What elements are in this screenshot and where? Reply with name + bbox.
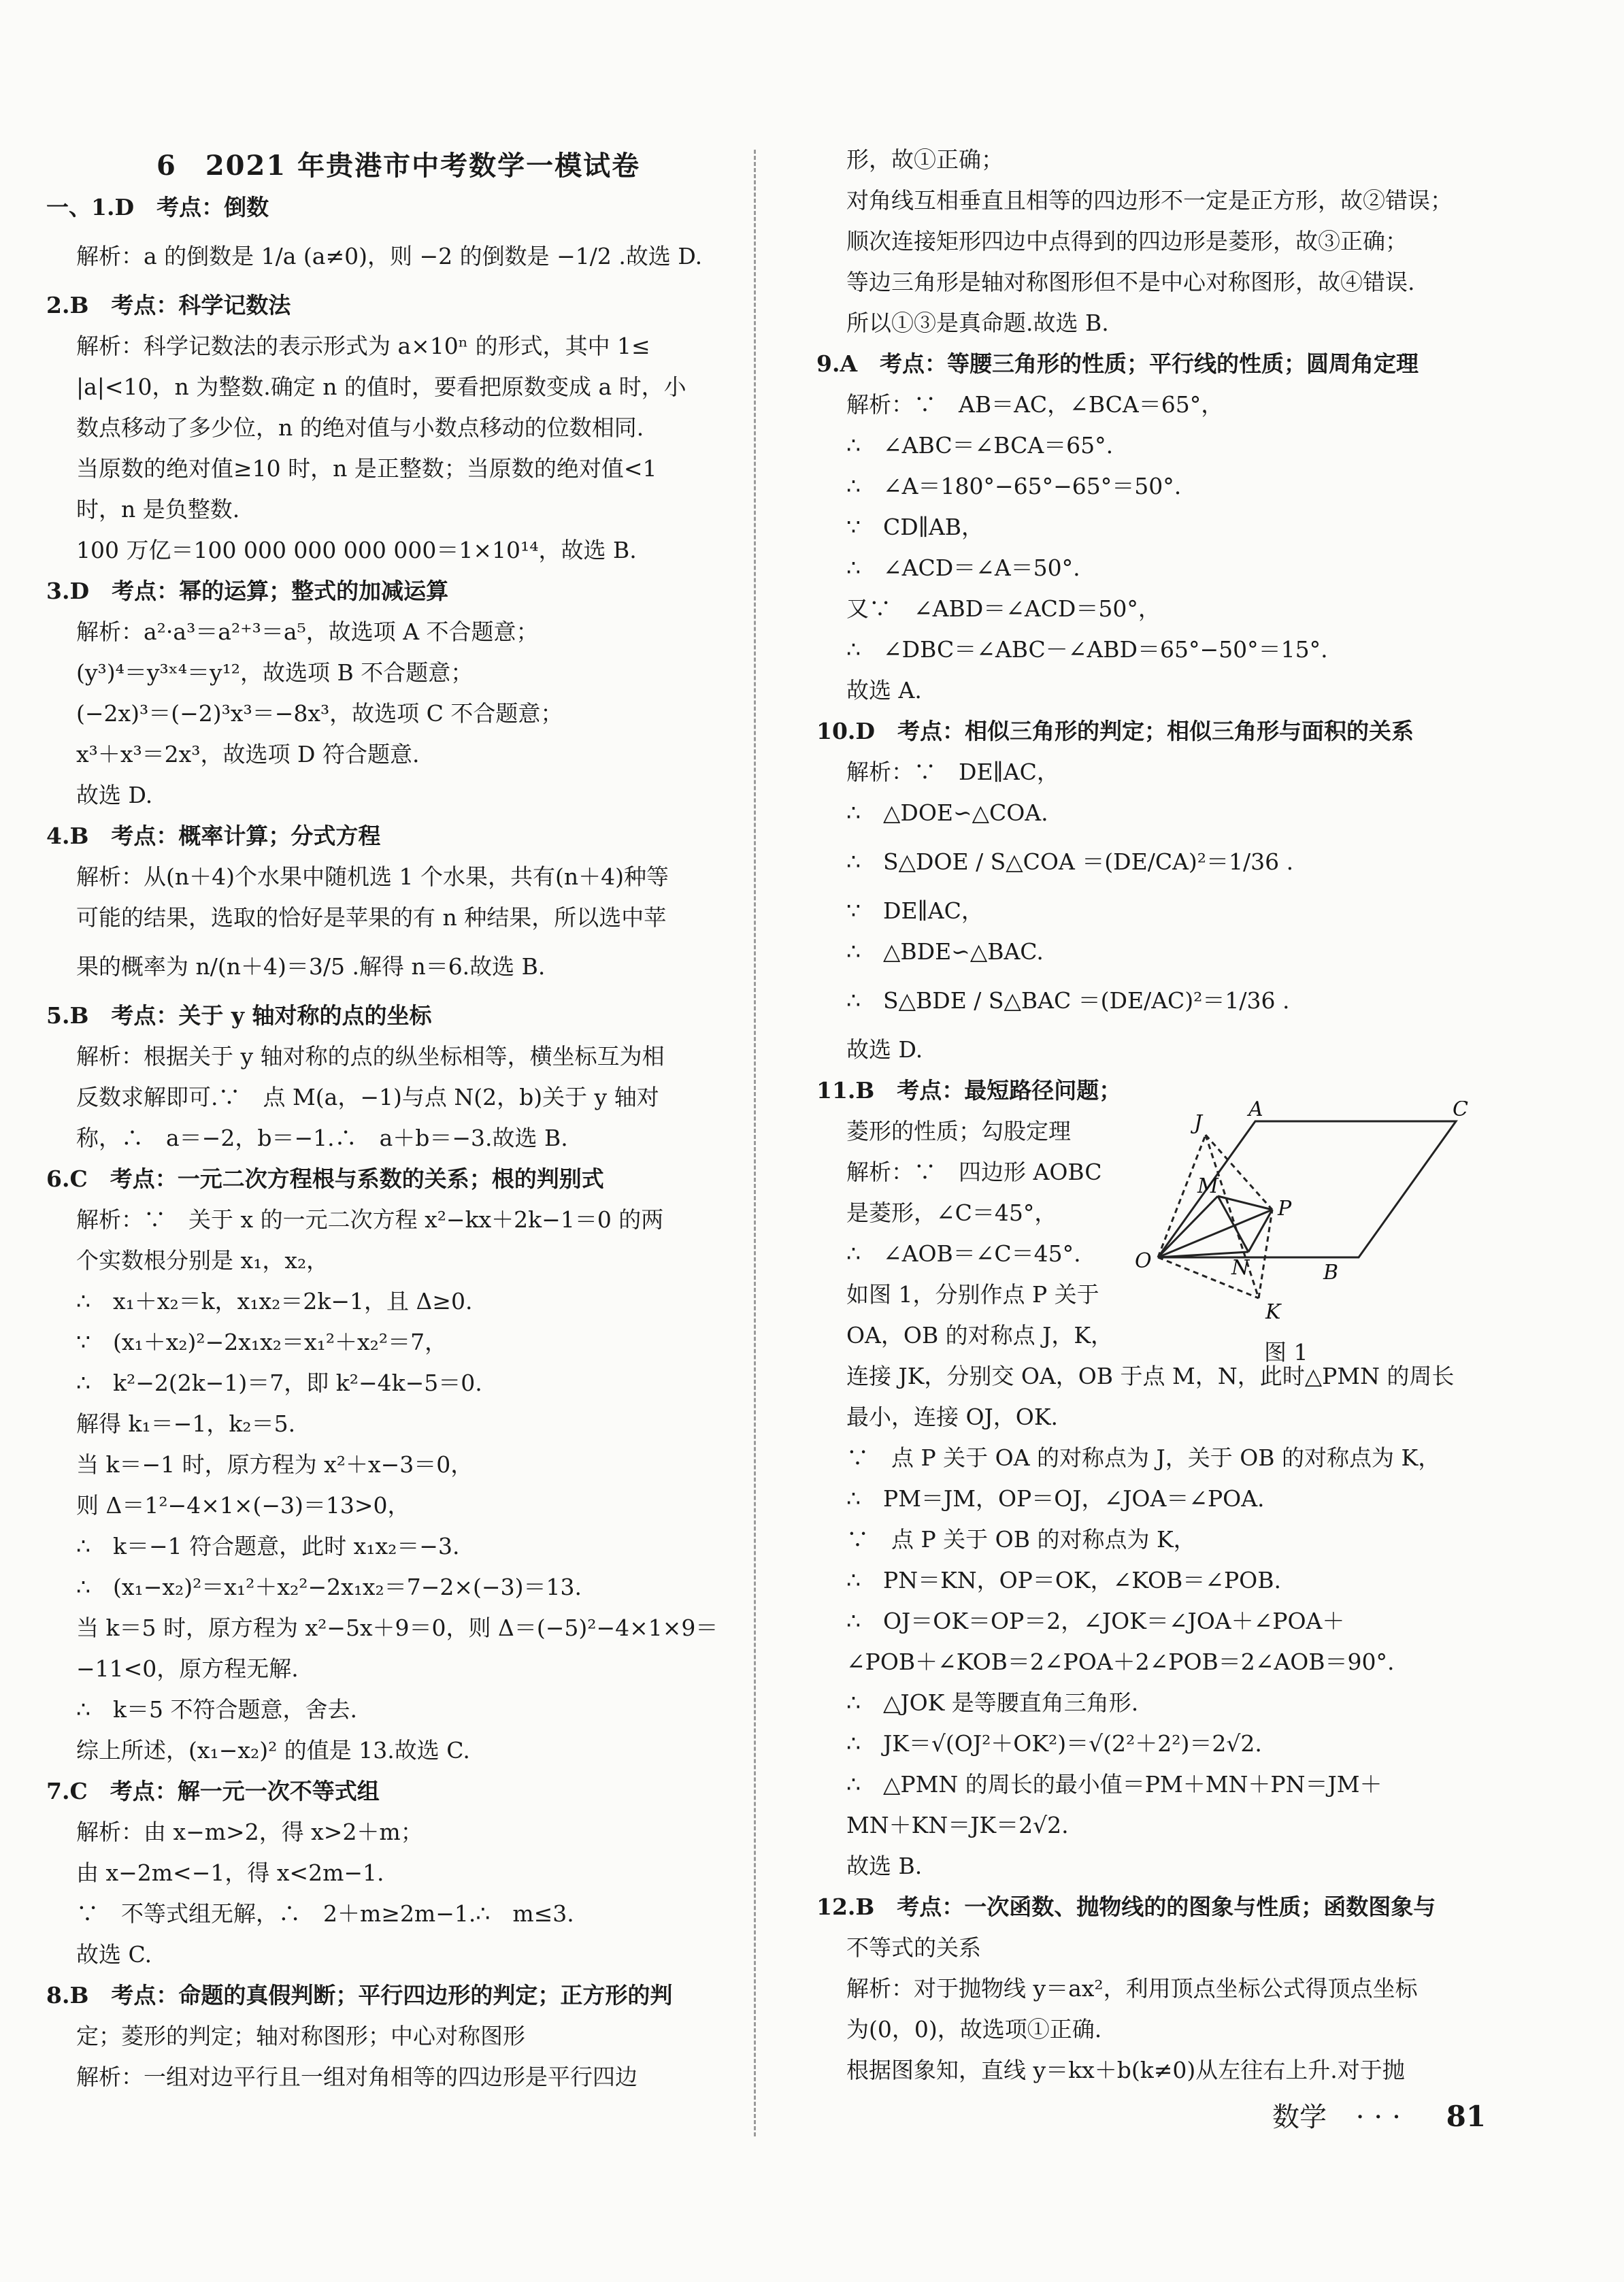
- left-line: 解析：a²·a³＝a²⁺³＝a⁵，故选项 A 不合题意；: [76, 618, 539, 645]
- right-line: ∴ OJ＝OK＝OP＝2，∠JOK＝∠JOA＋∠POA＋: [846, 1608, 1345, 1634]
- line-om: [1158, 1196, 1218, 1257]
- right-line: 不等式的关系: [846, 1934, 981, 1961]
- left-line: 反数求解即可.∵ 点 M(a，−1)与点 N(2，b)关于 y 轴对: [76, 1084, 659, 1110]
- figure-caption: 图 1: [1264, 1339, 1308, 1366]
- left-line: ∵ (x₁＋x₂)²−2x₁x₂＝x₁²＋x₂²＝7，: [76, 1329, 448, 1355]
- right-line: 等边三角形是轴对称图形但不是中心对称图形，故④错误.: [846, 269, 1415, 295]
- right-line: ∴ PM＝JM，OP＝OJ，∠JOA＝∠POA.: [846, 1485, 1265, 1512]
- label-p: P: [1278, 1197, 1292, 1221]
- figure-rhombus: [1129, 1101, 1483, 1332]
- left-line: 时，n 是负整数.: [76, 496, 240, 523]
- left-line: 2.B 考点：科学记数法: [46, 292, 291, 318]
- right-line: ∵ CD∥AB，: [846, 514, 984, 540]
- right-line: 顺次连接矩形四边中点得到的四边形是菱形，故③正确；: [846, 228, 1408, 254]
- left-line: 当原数的绝对值≥10 时，n 是正整数；当原数的绝对值<1: [76, 455, 657, 482]
- left-line: 个实数根分别是 x₁，x₂，: [76, 1247, 329, 1274]
- left-line: |a|<10，n 为整数.确定 n 的值时，要看把原数变成 a 时，小: [76, 374, 686, 400]
- right-line: 形，故①正确；: [846, 146, 1004, 173]
- right-line: ∴ ∠ACD＝∠A＝50°.: [846, 555, 1080, 581]
- left-line: (y³)⁴＝y³ˣ⁴＝y¹²，故选项 B 不合题意；: [76, 659, 474, 686]
- left-line: 故选 D.: [76, 782, 153, 808]
- right-line: 故选 A.: [846, 677, 922, 704]
- right-line: 又∵ ∠ABD＝∠ACD＝50°，: [846, 595, 1161, 622]
- left-line: ∴ k²−2(2k−1)＝7，即 k²−4k−5＝0.: [76, 1370, 482, 1396]
- left-line: ∴ k＝−1 符合题意，此时 x₁x₂＝−3.: [76, 1533, 460, 1559]
- left-line: 由 x−2m<−1，得 x<2m−1.: [76, 1859, 384, 1886]
- right-line: ∠POB＋∠KOB＝2∠POA＋2∠POB＝2∠AOB＝90°.: [846, 1649, 1395, 1675]
- right-line: 解析：∵ DE∥AC，: [846, 759, 1059, 785]
- right-line: 解析：∵ 四边形 AOBC: [846, 1159, 1102, 1185]
- right-line: 故选 D.: [846, 1036, 923, 1063]
- left-line: 3.D 考点：幂的运算；整式的加减运算: [46, 578, 449, 604]
- line-mp: [1218, 1196, 1272, 1210]
- right-line: 是菱形，∠C＝45°，: [846, 1200, 1057, 1226]
- label-o: O: [1135, 1249, 1152, 1273]
- left-line: ∴ (x₁−x₂)²＝x₁²＋x₂²−2x₁x₂＝7−2×(−3)＝13.: [76, 1574, 582, 1600]
- label-a: A: [1248, 1101, 1263, 1121]
- right-line: ∴ ∠DBC＝∠ABC－∠ABD＝65°−50°＝15°.: [846, 636, 1328, 663]
- footer-dots: ···: [1355, 2102, 1410, 2133]
- left-line: 解析：科学记数法的表示形式为 a×10ⁿ 的形式，其中 1≤: [76, 333, 650, 359]
- right-line: 11.B 考点：最短路径问题；: [816, 1077, 1122, 1104]
- right-line: ∵ 点 P 关于 OB 的对称点为 K，: [846, 1526, 1196, 1553]
- page-footer: [1272, 2096, 1486, 2134]
- left-line: 6.C 考点：一元二次方程根与系数的关系；根的判别式: [46, 1165, 604, 1192]
- right-line: ∴ △BDE∽△BAC.: [846, 938, 1044, 965]
- footer-subject: 数学: [1272, 2102, 1327, 2133]
- right-line: 如图 1，分别作点 P 关于: [846, 1281, 1099, 1308]
- left-line: ∴ k＝5 不符合题意，舍去.: [76, 1696, 357, 1723]
- right-line: 最小，连接 OJ，OK.: [846, 1404, 1058, 1430]
- right-line: 为(0，0)，故选项①正确.: [846, 2016, 1102, 2043]
- left-line: ∵ 不等式组无解，∴ 2＋m≥2m−1.∴ m≤3.: [76, 1900, 574, 1927]
- left-line: 解析：从(n＋4)个水果中随机选 1 个水果，共有(n＋4)种等: [76, 863, 669, 890]
- left-line: 一、1.D 考点：倒数: [46, 194, 269, 220]
- left-line: 解析：a 的倒数是 1/a (a≠0)，则 −2 的倒数是 −1/2 .故选 D.: [76, 243, 703, 269]
- left-line: 则 Δ＝1²−4×1×(−3)＝13>0，: [76, 1492, 410, 1519]
- left-line: 定；菱形的判定；轴对称图形；中心对称图形: [76, 2023, 525, 2049]
- right-line: MN＋KN＝JK＝2√2.: [846, 1812, 1069, 1838]
- left-line: (−2x)³＝(−2)³x³＝−8x³，故选项 C 不合题意；: [76, 700, 563, 727]
- left-line: ∴ x₁＋x₂＝k，x₁x₂＝2k−1，且 Δ≥0.: [76, 1288, 473, 1314]
- left-line: 数点移动了多少位，n 的绝对值与小数点移动的位数相同.: [76, 414, 644, 441]
- left-line: 解析：由 x−m>2，得 x>2＋m；: [76, 1819, 423, 1845]
- right-line: 解析：∵ AB＝AC，∠BCA＝65°，: [846, 391, 1224, 418]
- left-line: 解析：根据关于 y 轴对称的点的纵坐标相等，横坐标互为相: [76, 1043, 665, 1070]
- column-divider: [754, 150, 756, 2136]
- right-line: 10.D 考点：相似三角形的判定；相似三角形与面积的关系: [816, 718, 1414, 744]
- right-line: 所以①③是真命题.故选 B.: [846, 310, 1109, 336]
- right-line: 故选 B.: [846, 1853, 923, 1879]
- right-line: ∵ DE∥AC，: [846, 897, 984, 924]
- label-m: M: [1197, 1174, 1219, 1198]
- left-line: 8.B 考点：命题的真假判断；平行四边形的判定；正方形的判: [46, 1982, 673, 2008]
- label-n: N: [1231, 1256, 1250, 1280]
- left-line: 果的概率为 n/(n＋4)＝3/5 .解得 n＝6.故选 B.: [76, 953, 546, 980]
- left-line: 5.B 考点：关于 y 轴对称的点的坐标: [46, 1002, 432, 1029]
- left-line: 7.C 考点：解一元一次不等式组: [46, 1778, 380, 1804]
- right-line: 解析：对于抛物线 y＝ax²，利用顶点坐标公式得顶点坐标: [846, 1975, 1418, 2002]
- left-line: 4.B 考点：概率计算；分式方程: [46, 823, 381, 849]
- right-line: ∴ PN＝KN，OP＝OK，∠KOB＝∠POB.: [846, 1567, 1281, 1593]
- left-line: 解析：一组对边平行且一组对角相等的四边形是平行四边: [76, 2064, 637, 2090]
- right-line: ∴ ∠AOB＝∠C＝45°.: [846, 1240, 1081, 1267]
- right-line: 连接 JK，分别交 OA，OB 于点 M，N，此时△PMN 的周长: [846, 1363, 1455, 1389]
- left-line: −11<0，原方程无解.: [76, 1655, 299, 1682]
- right-line: ∴ △DOE∽△COA.: [846, 799, 1048, 826]
- right-line: ∴ △JOK 是等腰直角三角形.: [846, 1689, 1139, 1716]
- right-line: 对角线互相垂直且相等的四边形不一定是正方形，故②错误；: [846, 187, 1453, 214]
- left-line: 解得 k₁＝−1，k₂＝5.: [76, 1410, 296, 1437]
- label-j: J: [1194, 1111, 1203, 1135]
- right-line: ∴ ∠A＝180°−65°−65°＝50°.: [846, 473, 1182, 499]
- right-line: ∴ ∠ABC＝∠BCA＝65°.: [846, 432, 1114, 459]
- left-line: 称，∴ a＝−2，b＝−1.∴ a＋b＝−3.故选 B.: [76, 1125, 568, 1151]
- left-line: 故选 C.: [76, 1941, 152, 1968]
- page-title: 6 2021 年贵港市中考数学一模试卷: [156, 150, 641, 182]
- right-line: 9.A 考点：等腰三角形的性质；平行线的性质；圆周角定理: [816, 350, 1419, 377]
- left-line: 可能的结果，选取的恰好是苹果的有 n 种结果，所以选中苹: [76, 904, 667, 931]
- left-line: 解析：∵ 关于 x 的一元二次方程 x²−kx＋2k−1＝0 的两: [76, 1206, 664, 1233]
- line-mn: [1218, 1196, 1248, 1252]
- page-number: 81: [1446, 2100, 1487, 2133]
- left-line: 综上所述，(x₁−x₂)² 的值是 13.故选 C.: [76, 1737, 470, 1764]
- left-line: x³＋x³＝2x³，故选项 D 符合题意.: [76, 741, 420, 767]
- left-line: 当 k＝−1 时，原方程为 x²＋x−3＝0，: [76, 1451, 474, 1478]
- right-line: ∴ JK＝√(OJ²＋OK²)＝√(2²＋2²)＝2√2.: [846, 1730, 1262, 1757]
- right-line: OA，OB 的对称点 J，K，: [846, 1322, 1114, 1349]
- left-line: 100 万亿＝100 000 000 000 000＝1×10¹⁴，故选 B.: [76, 537, 637, 563]
- label-k: K: [1265, 1300, 1281, 1324]
- right-line: 12.B 考点：一次函数、抛物线的的图象与性质；函数图象与: [816, 1894, 1436, 1920]
- left-column: [46, 187, 740, 2098]
- right-line: ∴ S△DOE / S△COA ＝(DE/CA)²＝1/36 .: [846, 848, 1294, 875]
- right-line: ∴ △PMN 的周长的最小值＝PM＋MN＋PN＝JM＋: [846, 1771, 1382, 1798]
- right-line: ∴ S△BDE / S△BAC ＝(DE/AC)²＝1/36 .: [846, 987, 1290, 1014]
- right-line: 根据图象知，直线 y＝kx＋b(k≠0)从左往右上升.对于抛: [846, 2057, 1405, 2083]
- label-b: B: [1323, 1261, 1339, 1285]
- right-line: 菱形的性质；勾股定理: [846, 1118, 1071, 1144]
- left-line: 当 k＝5 时，原方程为 x²−5x＋9＝0，则 Δ＝(−5)²−4×1×9＝: [76, 1615, 718, 1641]
- label-c: C: [1453, 1101, 1468, 1121]
- right-line: ∵ 点 P 关于 OA 的对称点为 J，关于 OB 的对称点为 K，: [846, 1444, 1441, 1471]
